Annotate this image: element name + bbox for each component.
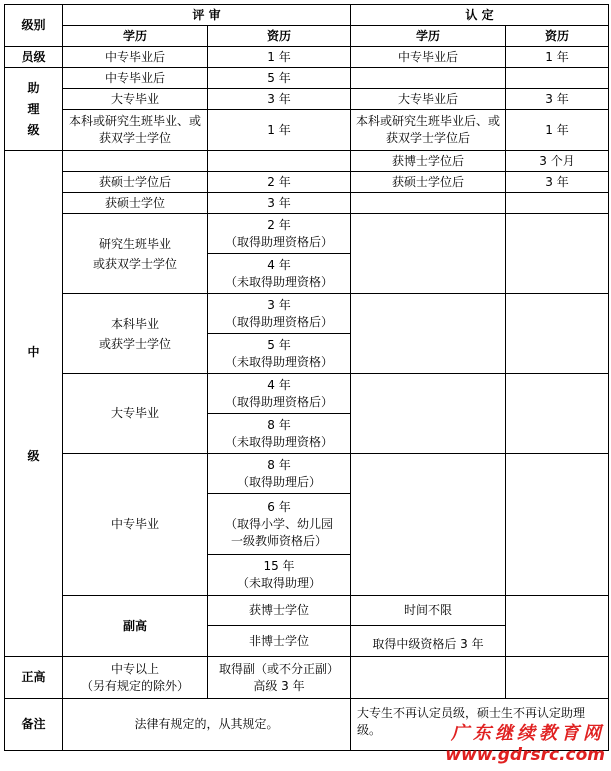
watermark-url: www.gdrsrc.com — [445, 745, 605, 765]
cell: 研究生班毕业 或获双学士学位 — [63, 214, 208, 294]
cell: 4 年 （取得助理资格后） — [208, 374, 351, 414]
cell: 本科毕业 或获学士学位 — [63, 294, 208, 374]
header-recognize-edu: 学历 — [351, 26, 506, 47]
cell: 获博士学位后 — [351, 151, 506, 172]
cell: 获硕士学位后 — [351, 172, 506, 193]
cell: 3 年 （取得助理资格后） — [208, 294, 351, 334]
cell: 5 年 — [208, 68, 351, 89]
cell: 本科或研究生班毕业后、或获双学士学位后 — [351, 110, 506, 151]
cell: 中专毕业后 — [351, 47, 506, 68]
cell — [506, 657, 609, 699]
cell: 1 年 — [208, 110, 351, 151]
cell: 中专毕业 — [63, 454, 208, 596]
cell: 获硕士学位 — [63, 193, 208, 214]
header-review: 评 审 — [63, 5, 351, 26]
cell — [351, 193, 506, 214]
cell — [351, 374, 506, 454]
cell: 中专毕业后 — [63, 68, 208, 89]
cell: 3 年 — [506, 89, 609, 110]
cell: 非博士学位 — [208, 626, 351, 657]
cell — [506, 374, 609, 454]
remark-review: 法律有规定的，从其规定。 — [63, 699, 351, 751]
cell: 获硕士学位后 — [63, 172, 208, 193]
cell — [506, 454, 609, 596]
cell: 3 个月 — [506, 151, 609, 172]
cell: 1 年 — [506, 47, 609, 68]
cell: 1 年 — [506, 110, 609, 151]
cell: 取得副（或不分正副） 高级 3 年 — [208, 657, 351, 699]
header-review-qual: 资历 — [208, 26, 351, 47]
cell: 取得中级资格后 3 年 — [351, 626, 506, 657]
header-recognize-qual: 资历 — [506, 26, 609, 47]
cell: 中专以上 （另有规定的除外） — [63, 657, 208, 699]
cell — [506, 214, 609, 294]
cell: 1 年 — [208, 47, 351, 68]
cell — [351, 454, 506, 596]
cell: 3 年 — [506, 172, 609, 193]
watermark-title: 广东继续教育网 — [451, 723, 605, 744]
cell: 6 年 （取得小学、幼儿园 一级教师资格后） — [208, 494, 351, 555]
cell — [208, 151, 351, 172]
cell — [351, 214, 506, 294]
cell: 时间不限 — [351, 596, 506, 626]
cell: 8 年 （未取得助理资格） — [208, 414, 351, 454]
cell: 2 年 （取得助理资格后） — [208, 214, 351, 254]
header-level: 级别 — [5, 5, 63, 47]
level-zhongji: 中 级 — [5, 151, 63, 657]
level-yuanji: 员级 — [5, 47, 63, 68]
cell: 5 年 （未取得助理资格） — [208, 334, 351, 374]
cell: 大专毕业后 — [351, 89, 506, 110]
cell: 8 年 （取得助理后） — [208, 454, 351, 494]
cell: 3 年 — [208, 89, 351, 110]
cell — [506, 68, 609, 89]
cell — [506, 294, 609, 374]
header-recognize: 认 定 — [351, 5, 609, 26]
cell: 大专毕业 — [63, 374, 208, 454]
cell: 大专毕业 — [63, 89, 208, 110]
cell: 本科或研究生班毕业、或获双学士学位 — [63, 110, 208, 151]
level-beizhu: 备注 — [5, 699, 63, 751]
qualification-table — [4, 4, 609, 751]
cell: 4 年 （未取得助理资格） — [208, 254, 351, 294]
cell — [351, 657, 506, 699]
level-zhuliji: 助 理 级 — [5, 68, 63, 151]
cell: 2 年 — [208, 172, 351, 193]
level-fugao: 副高 — [63, 596, 208, 657]
cell — [63, 151, 208, 172]
remark-recognize: 大专生不再认定员级，硕士生不再认定助理级。 — [351, 699, 609, 751]
cell: 中专毕业后 — [63, 47, 208, 68]
cell: 获博士学位 — [208, 596, 351, 626]
header-review-edu: 学历 — [63, 26, 208, 47]
cell — [351, 294, 506, 374]
cell — [506, 596, 609, 657]
cell — [351, 68, 506, 89]
cell — [506, 193, 609, 214]
cell: 15 年 （未取得助理） — [208, 555, 351, 596]
level-zhenggao: 正高 — [5, 657, 63, 699]
cell: 3 年 — [208, 193, 351, 214]
